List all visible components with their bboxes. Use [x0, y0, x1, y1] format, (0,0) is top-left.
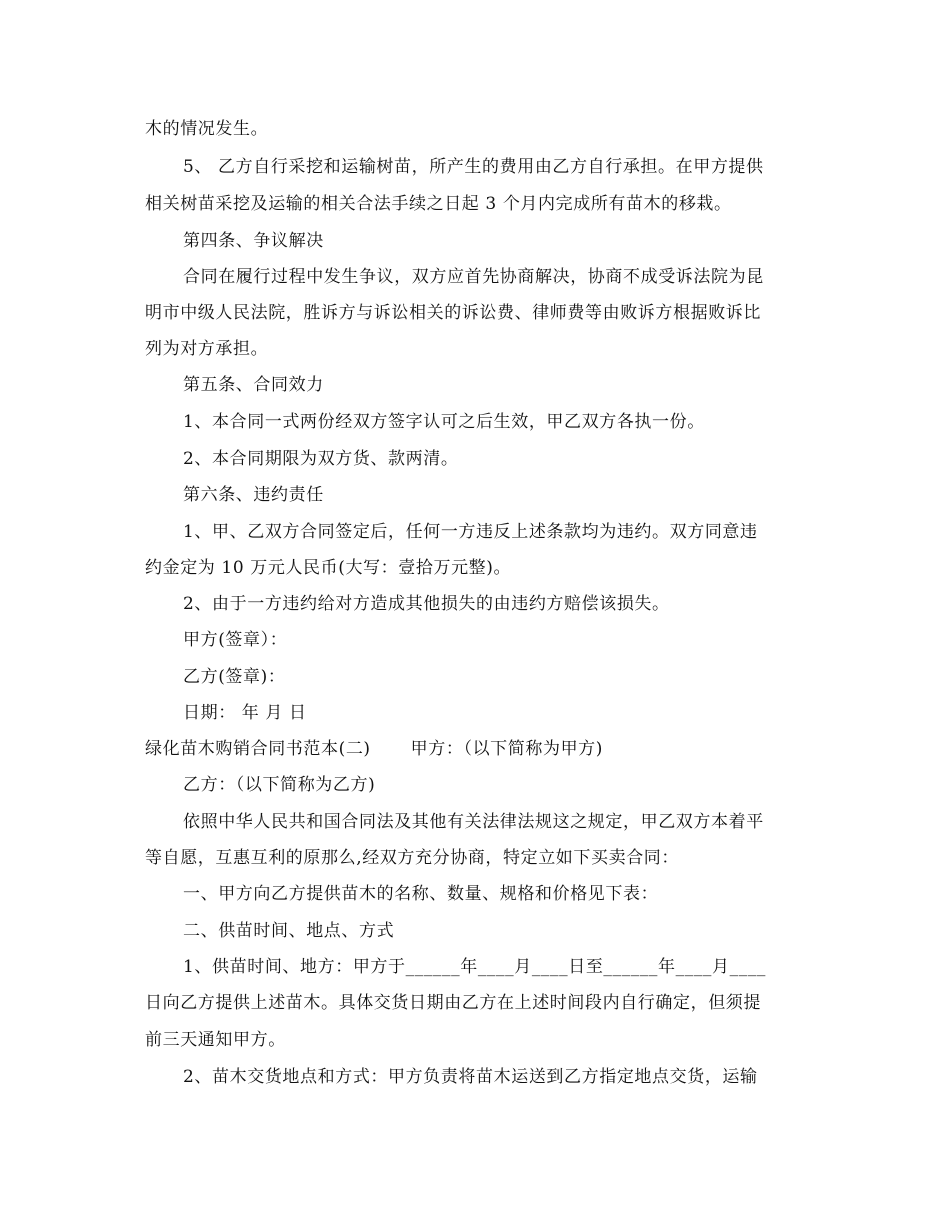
section-heading: 二、供苗时间、地点、方式: [183, 921, 395, 941]
text-line: 木的情况发生。: [145, 119, 269, 139]
text-line: 2、本合同期限为双方货、款两清。: [183, 449, 459, 469]
text-line: 前三天通知甲方。: [145, 1030, 286, 1050]
text-line: 约金定为 10 万元人民币(大写：壹拾万元整)。: [145, 558, 512, 578]
text-line: 列为对方承担。: [145, 339, 269, 359]
signature-party-b: 乙方(签章)：: [183, 667, 286, 687]
contract-title: 绿化苗木购销合同书范本(二): [145, 739, 371, 759]
text-line: 合同在履行过程中发生争议，双方应首先协商解决，协商不成受诉法院为昆: [183, 267, 764, 287]
signature-party-a: 甲方(签章）：: [183, 630, 288, 650]
signature-date: 日期： 年 月 日: [183, 703, 307, 723]
text-line: 日向乙方提供上述苗木。具体交货日期由乙方在上述时间段内自行确定，但须提: [145, 993, 761, 1013]
text-line: 2、苗木交货地点和方式：甲方负责将苗木运送到乙方指定地点交货，运输: [183, 1067, 758, 1087]
text-line: 一、甲方向乙方提供苗木的名称、数量、规格和价格见下表：: [183, 884, 659, 904]
text-line: 5、 乙方自行采挖和运输树苗，所产生的费用由乙方自行承担。在甲方提供: [183, 157, 764, 177]
text-line: 明市中级人民法院，胜诉方与诉讼相关的诉讼费、律师费等由败诉方根据败诉比: [145, 303, 761, 323]
text-line: 等自愿，互惠互利的原那么,经双方充分协商，特定立如下买卖合同：: [145, 848, 680, 868]
text-line: 相关树苗采挖及运输的相关合法手续之日起 3 个月内完成所有苗木的移栽。: [145, 194, 732, 214]
contract-title-line: [145, 739, 603, 759]
text-line: 1、甲、乙双方合同签定后，任何一方违反上述条款均为违约。双方同意违: [183, 522, 758, 542]
section-heading: 第四条、争议解决: [183, 231, 324, 251]
party-b-intro: 乙方：（以下简称为乙方): [183, 775, 376, 795]
party-a-intro: 甲方：（以下简称为甲方): [410, 739, 604, 759]
text-line: 2、由于一方违约给对方造成其他损失的由违约方赔偿该损失。: [183, 594, 670, 614]
text-line: 1、本合同一式两份经双方签字认可之后生效，甲乙双方各执一份。: [183, 412, 705, 432]
text-line: 依照中华人民共和国合同法及其他有关法律法规这之规定，甲乙双方本着平: [183, 812, 764, 832]
section-heading: 第五条、合同效力: [183, 375, 324, 395]
text-line: 1、供苗时间、地方：甲方于______年____月____日至______年____月____: [183, 957, 767, 977]
section-heading: 第六条、违约责任: [183, 485, 324, 505]
